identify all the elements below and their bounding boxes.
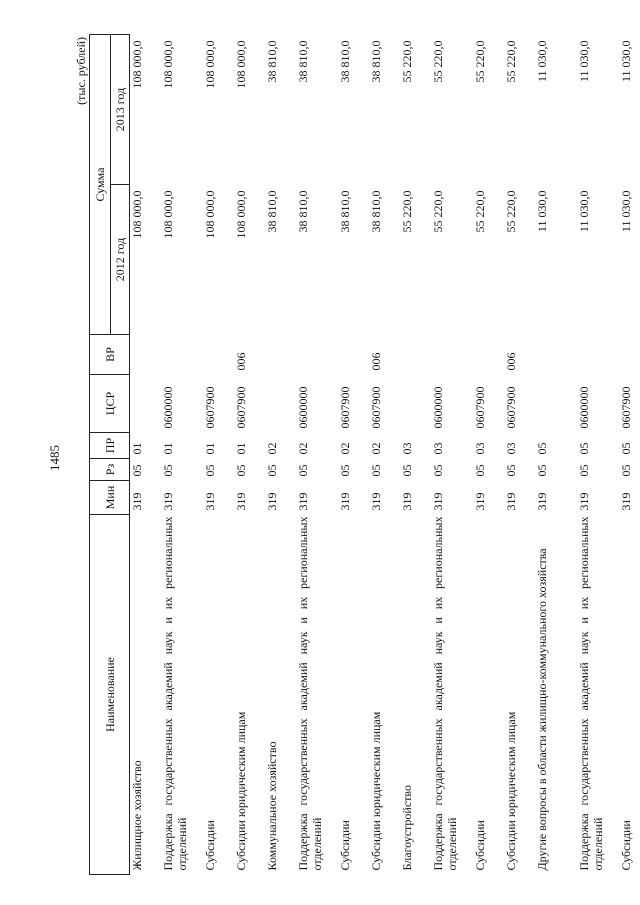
header-year-2013: 2013 год xyxy=(111,34,130,184)
row-name: Поддержка государственных академий наук и их региональных отделений xyxy=(296,516,324,871)
row-amount-2013: 11 030,0 xyxy=(577,40,591,83)
row-pr: 01 xyxy=(161,442,175,455)
budget-table xyxy=(89,34,640,875)
row-vr xyxy=(130,335,162,375)
row-amount-2012: 55 220,0 xyxy=(473,190,487,233)
row-csr: 0607900 xyxy=(504,386,518,429)
row-amount-2012: 55 220,0 xyxy=(504,190,518,233)
row-min: 319 xyxy=(234,492,248,511)
row-min: 319 xyxy=(203,492,217,511)
row-vr: 006 xyxy=(504,352,518,371)
row-amount-2013: 55 220,0 xyxy=(473,40,487,83)
row-vr xyxy=(400,335,431,375)
row-vr: 006 xyxy=(369,352,383,371)
header-min: Мин xyxy=(90,481,130,515)
row-amount-2012: 55 220,0 xyxy=(431,190,445,233)
row-name: Жилищное хозяйство xyxy=(130,760,144,871)
table-row xyxy=(619,34,640,874)
row-rz: 05 xyxy=(431,464,445,477)
table-row xyxy=(473,34,504,874)
row-name: Субсидии юридическим лицам xyxy=(369,711,383,871)
row-csr: 0607900 xyxy=(369,386,383,429)
row-pr: 01 xyxy=(234,442,248,455)
row-pr: 05 xyxy=(577,442,591,455)
row-amount-2013: 108 000,0 xyxy=(203,40,217,89)
row-csr xyxy=(265,375,296,433)
row-rz: 05 xyxy=(203,464,217,477)
row-name: Коммунальное хозяйство xyxy=(265,741,279,871)
row-name: Субсидии юридическим лицам xyxy=(504,711,518,871)
row-min: 319 xyxy=(296,492,310,511)
row-amount-2013: 55 220,0 xyxy=(400,40,414,83)
row-vr xyxy=(535,335,577,375)
row-vr xyxy=(577,335,619,375)
row-rz: 05 xyxy=(504,464,518,477)
row-vr xyxy=(265,335,296,375)
row-amount-2012: 55 220,0 xyxy=(400,190,414,233)
row-rz: 05 xyxy=(265,464,279,477)
page-number: 1485 xyxy=(47,445,62,471)
row-name: Поддержка государственных академий наук и их региональных отделений xyxy=(577,516,605,871)
row-amount-2012: 11 030,0 xyxy=(535,190,549,233)
row-amount-2013: 38 810,0 xyxy=(296,40,310,83)
row-pr: 02 xyxy=(296,442,310,455)
row-pr: 02 xyxy=(369,442,383,455)
row-rz: 05 xyxy=(130,464,144,477)
row-amount-2013: 55 220,0 xyxy=(504,40,518,83)
row-name: Субсидии xyxy=(619,820,633,871)
table-row xyxy=(265,34,296,874)
table-row xyxy=(130,34,162,874)
header-pr: ПР xyxy=(90,433,130,459)
row-min: 319 xyxy=(577,492,591,511)
table-row xyxy=(400,34,431,874)
row-min: 319 xyxy=(504,492,518,511)
row-csr: 0607900 xyxy=(338,386,352,429)
row-name: Поддержка государственных академий наук и их региональных отделений xyxy=(431,516,459,871)
header-year-2012: 2012 год xyxy=(111,185,130,335)
row-rz: 05 xyxy=(473,464,487,477)
row-min: 319 xyxy=(130,492,144,511)
row-csr xyxy=(400,375,431,433)
row-vr xyxy=(338,335,369,375)
table-row xyxy=(203,34,234,874)
table-header xyxy=(90,34,130,874)
row-min: 319 xyxy=(400,492,414,511)
row-amount-2012: 108 000,0 xyxy=(130,190,144,239)
row-pr: 05 xyxy=(619,442,633,455)
row-min: 319 xyxy=(619,492,633,511)
row-pr: 02 xyxy=(265,442,279,455)
table-row xyxy=(338,34,369,874)
row-amount-2012: 11 030,0 xyxy=(577,190,591,233)
row-pr: 01 xyxy=(203,442,217,455)
row-amount-2013: 11 030,0 xyxy=(619,40,633,83)
row-amount-2012: 38 810,0 xyxy=(296,190,310,233)
row-amount-2012: 38 810,0 xyxy=(265,190,279,233)
table-row xyxy=(296,34,338,874)
row-vr xyxy=(203,335,234,375)
row-pr: 05 xyxy=(535,442,549,455)
row-pr: 03 xyxy=(400,442,414,455)
row-rz: 05 xyxy=(535,464,549,477)
row-amount-2013: 11 030,0 xyxy=(535,40,549,83)
table-row xyxy=(431,34,473,874)
header-vr: ВР xyxy=(90,335,130,375)
header-sum: Сумма xyxy=(90,34,111,334)
row-name: Субсидии xyxy=(338,820,352,871)
row-name: Субсидии xyxy=(203,820,217,871)
table-row xyxy=(369,34,400,874)
row-rz: 05 xyxy=(161,464,175,477)
row-pr: 03 xyxy=(473,442,487,455)
row-csr: 0607900 xyxy=(619,386,633,429)
row-min: 319 xyxy=(473,492,487,511)
row-amount-2013: 108 000,0 xyxy=(130,40,144,89)
row-amount-2013: 38 810,0 xyxy=(265,40,279,83)
row-name: Благоустройство xyxy=(400,784,414,871)
row-amount-2013: 55 220,0 xyxy=(431,40,445,83)
row-pr: 02 xyxy=(338,442,352,455)
row-vr xyxy=(431,335,473,375)
row-amount-2013: 108 000,0 xyxy=(234,40,248,89)
row-csr xyxy=(535,375,577,433)
row-amount-2012: 38 810,0 xyxy=(338,190,352,233)
row-pr: 03 xyxy=(504,442,518,455)
row-amount-2013: 108 000,0 xyxy=(161,40,175,89)
table-row xyxy=(234,34,265,874)
row-name: Другие вопросы в области жилищно-коммунального хозяйства xyxy=(535,548,549,871)
row-csr: 0607900 xyxy=(203,386,217,429)
row-amount-2012: 108 000,0 xyxy=(203,190,217,239)
table-body xyxy=(130,34,640,874)
row-csr xyxy=(130,375,162,433)
row-rz: 05 xyxy=(234,464,248,477)
header-name: Наименование xyxy=(90,515,130,875)
row-csr: 0607900 xyxy=(473,386,487,429)
table-row xyxy=(161,34,203,874)
row-pr: 01 xyxy=(130,442,144,455)
row-rz: 05 xyxy=(619,464,633,477)
row-rz: 05 xyxy=(369,464,383,477)
row-vr xyxy=(296,335,338,375)
row-min: 319 xyxy=(369,492,383,511)
row-amount-2013: 38 810,0 xyxy=(338,40,352,83)
row-amount-2012: 11 030,0 xyxy=(619,190,633,233)
header-rz: Рз xyxy=(90,459,130,481)
row-min: 319 xyxy=(265,492,279,511)
row-rz: 05 xyxy=(296,464,310,477)
header-csr: ЦСР xyxy=(90,375,130,433)
row-min: 319 xyxy=(161,492,175,511)
units-caption: (тыс. рублей) xyxy=(74,37,88,105)
row-min: 319 xyxy=(535,492,549,511)
row-name: Субсидии xyxy=(473,820,487,871)
row-vr xyxy=(619,335,640,375)
table-row xyxy=(535,34,577,874)
row-amount-2012: 108 000,0 xyxy=(234,190,248,239)
row-amount-2012: 38 810,0 xyxy=(369,190,383,233)
row-name: Поддержка государственных академий наук и их региональных отделений xyxy=(161,516,189,871)
row-vr xyxy=(473,335,504,375)
table-row xyxy=(577,34,619,874)
row-name: Субсидии юридическим лицам xyxy=(234,711,248,871)
row-amount-2012: 108 000,0 xyxy=(161,190,175,239)
row-csr: 0600000 xyxy=(296,386,310,429)
row-csr: 0600000 xyxy=(161,386,175,429)
row-amount-2013: 38 810,0 xyxy=(369,40,383,83)
row-rz: 05 xyxy=(400,464,414,477)
row-vr xyxy=(161,335,203,375)
row-vr: 006 xyxy=(234,352,248,371)
row-pr: 03 xyxy=(431,442,445,455)
row-csr: 0600000 xyxy=(577,386,591,429)
row-rz: 05 xyxy=(338,464,352,477)
rotated-document xyxy=(74,35,633,875)
table-row xyxy=(504,34,535,874)
row-csr: 0607900 xyxy=(234,386,248,429)
row-rz: 05 xyxy=(577,464,591,477)
row-csr: 0600000 xyxy=(431,386,445,429)
row-min: 319 xyxy=(338,492,352,511)
row-min: 319 xyxy=(431,492,445,511)
